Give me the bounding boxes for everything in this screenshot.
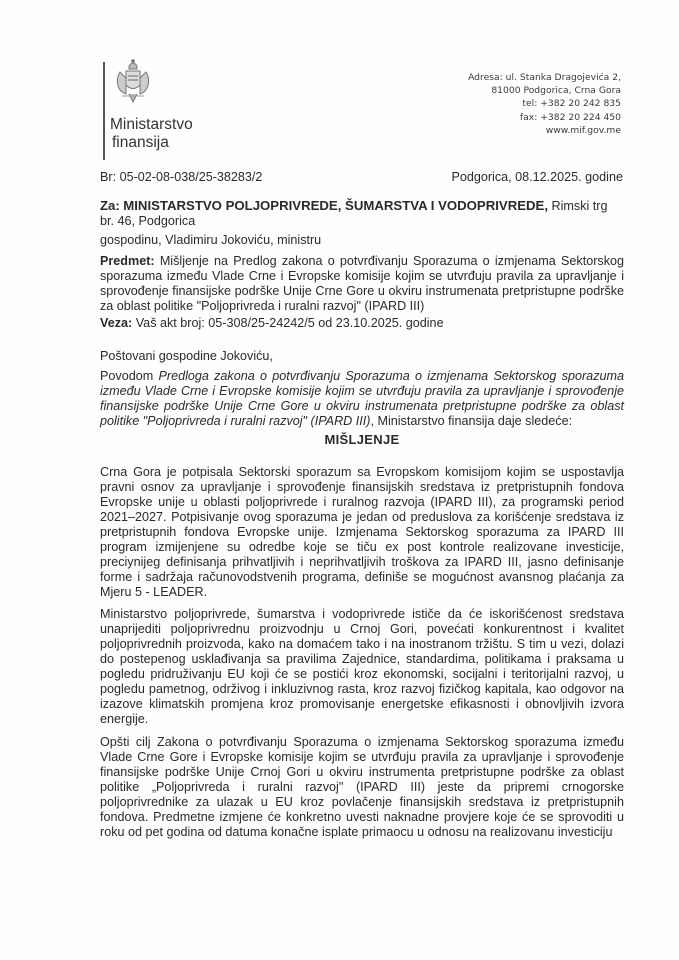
recipient-attention: gospodinu, Vladimiru Jokoviću, ministru [100,233,322,247]
ministry-name-line1: Ministarstvo [110,116,193,133]
ministry-name-line2: finansija [112,134,169,151]
ministry-name [110,116,193,152]
reference-number: Br: 05-02-08-038/25-38283/2 [100,170,263,184]
section-title: MIŠLJENJE [324,432,400,447]
subject-block [100,254,624,314]
recipient-name: MINISTARSTVO POLJOPRIVREDE, ŠUMARSTVA I VODOPRIVREDE, [123,198,549,213]
intro-suffix: , Ministarstvo finansija daje sledeće: [370,414,573,428]
subject-label: Predmet: [100,254,155,268]
contact-block [468,71,621,137]
phone-line: tel: +382 20 242 835 [522,98,621,110]
address-line: Adresa: ul. Stanka Dragojevića 2, [468,72,621,83]
recipient-block [100,198,624,229]
body-paragraph-2: Ministarstvo poljoprivrede, šumarstva i vodoprivrede ističe da će iskorišćenost sredstava unaprijediti poljoprivrednu proizvodnju u Crnoj Gori, povećati konkurentnost i kvalitet poljoprivrednih proizvoda, kako na domaćem tako i na inostranom tržištu. S tim u vezi, dolazi do postepenog usklađivanja sa pravilima Zajednice, standardima, politikama i praksama u pogledu pridruživanju EU koji će se postići kroz ekonomski, socijalni i teritorijalni razvoj, u pogledu pametnog, održivog i inkluzivnog rasta, kroz razvoj fizičkog kapitala, kao odgovor na izazove klimatskih promjena kroz promovisanje energetske efikasnosti i obnovljivih izvora energije. [100,607,624,726]
intro-italic: Predloga zakona o potvrđivanju Sporazuma o izmjenama Sektorskog sporazuma između Vlade Crne i Evropske komisije kojim se utvrđuju pravila za upravljanje i sprovođenje finansijske podrške Unije Crne Gore u okviru instrumenata pretpristupne podrške za oblast politike "Poljoprivreda i ruralni razvoj" (IPARD III) [100,369,624,428]
salutation: Poštovani gospodine Jokoviću, [100,349,273,363]
recipient-address: Rimski trg br. 46, Podgorica [100,199,608,228]
body-paragraph-1: Crna Gora je potpisala Sektorski sporazum sa Evropskom komisijom kojim se uspostavlja pravni osnov za upravljanje i sprovođenje finansijskih sredstava iz pretpristupnih fondova Evropske unije u oblasti poljoprivrede i ruralnog razvoja (IPARD III), za programski period 2021–2027. Potpisivanje ovog sporazuma je jedan od preduslova za korišćenje sredstava iz pretpristupnih fondova Evropske unije. Izmjenama Sektorskog sporazuma za IPARD III program izmijenjene su odredbe koje se tiču ex post kontrole realizovane investicije, preciynijeg definisanja prihvatljivih i neprihvatljivih troškova za IPARD III, jasno definisanje forme i sadržaja računovodstvenih programa, definiše se mogućnost avansnog plaćanja za Mjeru 5 - LEADER. [100,465,624,599]
reference-link-block [100,316,624,331]
intro-prefix: Povodom [100,369,154,383]
body-paragraph-3: Opšti cilj Zakona o potvrđivanju Sporazuma o izmjenama Sektorskog sporazuma između Vlade Crne Gore i Evropske komisije kojim se utvrđuju pravila za upravljanje i sprovođenje finansijske podrške Unije Crnoj Gori u okviru instrumenta pretpristupne podrške za oblast politike „Poljoprivreda i ruralni razvoj" (IPARD III) jeste da pripremi crnogorske poljoprivrednike za ulazak u EU kroz povlačenje finansijskih sredstava iz pretpristupnih fondova. Predmetne izmjene će konkretno uvesti naknadne provjere koje će se sprovoditi u roku od pet godina od datuma konačne isplate primaocu u odnosu na realizovanu investiciju [100,735,624,839]
subject-text: Mišljenje na Predlog zakona o potvrđivanju Sporazuma o izmjenama Sektorskog sporazuma između Vlade Crne i Evropske komisije kojim se utvrđuju pravila za upravljanje i sprovođenje finansijske podrške Unije Crne Gore u okviru instrumenata pretpristupne podrške za oblast politike "Poljoprivreda i ruralni razvoj" (IPARD III) [100,254,624,313]
city-line: 81000 Podgorica, Crna Gora [491,85,621,97]
website-link[interactable]: www.mif.gov.me [545,124,621,136]
place-date: Podgorica, 08.12.2025. godine [451,170,623,184]
fax-line: fax: +382 20 224 450 [519,111,621,123]
veza-label: Veza: [100,316,133,330]
coat-of-arms-icon [112,58,154,106]
letterhead-divider [103,62,105,160]
veza-text: Vaš akt broj: 05-308/25-24242/5 od 23.10.2025. godine [135,316,444,330]
recipient-label: Za: [100,198,120,213]
intro-paragraph [100,369,624,429]
